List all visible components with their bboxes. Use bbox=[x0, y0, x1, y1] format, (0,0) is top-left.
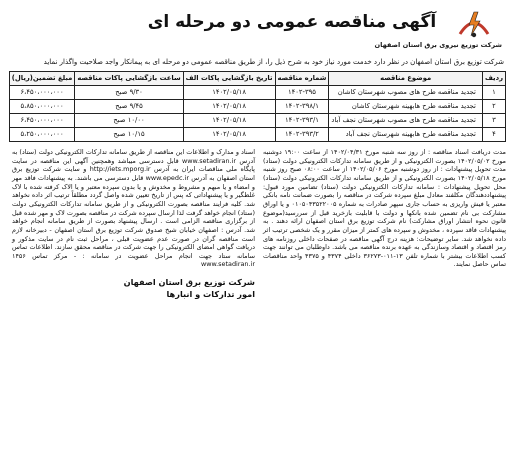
opening-time: ۹/۴۵ صبح bbox=[75, 100, 183, 114]
row-number: ۳ bbox=[482, 114, 505, 128]
tender-number: ۱۴۰۲-۳۹۳/۲ bbox=[275, 128, 329, 142]
table-row bbox=[9, 114, 505, 128]
tender-table bbox=[9, 71, 506, 142]
col-header-row-number: ردیف bbox=[482, 72, 505, 86]
table-row bbox=[9, 128, 505, 142]
row-number: ۱ bbox=[482, 86, 505, 100]
company-logo bbox=[352, 8, 502, 54]
notice-body bbox=[12, 148, 506, 448]
tender-subject: تجدید مناقصه طرح های مصوب شهرستان کاشان bbox=[329, 86, 483, 100]
col-header-opening-time: ساعت بازگشایی پاکات مناقصه bbox=[75, 72, 183, 86]
opening-date: ۱۴۰۲/۰۵/۱۸ bbox=[183, 114, 275, 128]
tender-number: ۱۴۰۲-۳۹۵ bbox=[275, 86, 329, 100]
col-header-opening-date: تاریخ بازگشایی پاکات الف bbox=[183, 72, 275, 86]
notice-header bbox=[12, 6, 506, 56]
opening-time: ۹/۳۰ صبح bbox=[75, 86, 183, 100]
notice-intro: شرکت توزیع برق استان اصفهان در نظر دارد خدمت مورد نیاز خود به شرح ذیل را، از طریق مناقصه عمومی دو مرحله ای به پیمانکار واجد صلاحیت واگذار نماید bbox=[43, 58, 504, 66]
notice-title: آگهی مناقصه عمومی دو مرحله ای bbox=[147, 12, 437, 32]
terms-left-text: اسناد و مدارک و اطلاعات این مناقصه از طریق سامانه تدارکات الکترونیکی دولت (ستاد) به آدرس www.setadiran.ir قابل دسترسی میباشد وهمچنین آگهی این مناقصه در سایت پایگاه ملی مناقصات ایران به آدرس http://iets.mporg.ir و سایت شرکت توزیع برق استان اصفهان به آدرس www.epedc.ir قابل دسترسی می باشند. به پیشنهادات فاقد مهر و امضاء و یا مبهم و مشروط و مخدوش و یا بدون سپرده معتبر و یا الاک کرفته شده با لاک غلطگیر و یا پیشنهاداتی که پس از تاریخ تعیین شده واصل گردد مطلقاً ترتیب اثر داده نخواهد شد. کلیه فرایند مناقصه بصورت الکترونیکی و از طریق سامانه تدارکات الکترونیکی دولت (ستاد) انجام خواهد گرفت لذا ارسال سپرده شرکت در مناقصه بصورت لاک و مهر شده قبل از برگزاری مناقصه الزامی است . ارسال پیشنهاد بصورت از طریق سامانه انجام خواهد شد. آدرس : اصفهان خیابان شیخ صدوق شرکت توزیع برق استان اصفهان - دبیرخانه لازم است مناقصه گران در صورت عدم عضویت قبلی ، مراحل ثبت نام در سایت مذکور و دریافت گواهی امضای الکترونیکی را جهت شرکت در مناقصه محقق سازند. اطلاعات تماس سامانه ستاد جهت انجام مراحل عضویت در سامانه : - مرکز تماس ۱۴۵۶ www.setadiran.ir bbox=[12, 148, 255, 269]
row-number: ۴ bbox=[482, 128, 505, 142]
guarantee-amount: ۶،۴۵۰،۰۰۰،۰۰۰ bbox=[9, 114, 75, 128]
company-name: شرکت توزیع نیروی برق استان اصفهان bbox=[374, 41, 502, 49]
tender-subject: تجدید مناقصه طرح هابهینه شهرستان کاشان bbox=[329, 100, 483, 114]
signature-department: امور تدارکات و انبارها bbox=[166, 288, 255, 299]
table-row bbox=[9, 86, 505, 100]
opening-date: ۱۴۰۲/۰۵/۱۸ bbox=[183, 100, 275, 114]
table-row bbox=[9, 100, 505, 114]
terms-right-text: مدت دریافت اسناد مناقصه : از روز سه شنبه مورخ ۱۴۰۲/۰۴/۳۱ از ساعت ۱۹:۰۰ دوشنبه مورخ ۱۴۰۲/۰۵/۰۲ بصورت الکترونیکی و از طریق سامانه تدارکات الکترونیکی دولت (ستاد) مدت تحویل پیشنهادات : از روز دوشنبه مورخ ۱۴۰۲/۰۵/۰۶ از ساعت ۰۸:۰۰ صبح روز شنبه مورخ ۱۴۰۲/۰۵/۱۸ بصورت الکترونیکی و از طریق سامانه تدارکات الکترونیکی دولت (ستاد) محل تحویل پیشنهادات : سامانه تدارکات الکترونیکی دولت (ستاد) تضامین مورد قبول: پیشنهاددهندگان مکلفند معادل مبلغ سپرده شرکت در مناقصه را بصورت ضمانت نامه بانکی معتبر یا فیش واریزی به حساب جاری سپهر صادرات به شماره ۰۱۰۵۰۴۳۵۲۲۰۰۵ و یا اوراق مشارکت بی نام تضمین شده بانکها و دولت با قابلیت بازخرید قبل از سررسید(موضوع قانون نحوه انتشار اوراق مشارکت) نام شرکت توزیع برق استان اصفهان ارائه دهند . به پیشنهادات فاقد سپرده ، مخدوش و سپرده های کمتر از میزان مقرر و یک شخصی ترتیب اثر داده نخواهد شد. سایر توضیحات: هزینه درج آگهی مناقصه در صفحات داخلی روزنامه های رمز اقتصاد و اقتصاد وسازندگی به عهده برنده مناقصه می باشد. داوطلبان می توانند جهت کسب اطلاعات بیشتر با شماره تلفن ۱۳-۰۱۱-۳۶۲۷۳ داخلی ۴۳۷۴ و ۴۳۷۵ واحد مناقصات تماس حاصل نمایند. bbox=[263, 148, 507, 269]
guarantee-amount: ۶،۴۵۰،۰۰۰،۰۰۰ bbox=[9, 86, 75, 100]
col-header-tender-number: شماره مناقصه bbox=[275, 72, 329, 86]
opening-time: ۱۰/۰۰ صبح bbox=[75, 114, 183, 128]
opening-time: ۱۰/۱۵ صبح bbox=[75, 128, 183, 142]
guarantee-amount: ۵،۸۵۰،۰۰۰،۰۰۰ bbox=[9, 100, 75, 114]
row-number: ۲ bbox=[482, 100, 505, 114]
left-column bbox=[12, 148, 255, 448]
signature-company: شرکت توزیع برق استان اصفهان bbox=[123, 277, 255, 288]
signature-block bbox=[12, 277, 255, 300]
power-company-logo-icon bbox=[456, 8, 492, 40]
col-header-guarantee-amount: مبلغ تضمین(ریال) bbox=[9, 72, 75, 86]
tender-number: ۱۴۰۲-۳۹۳/۱ bbox=[275, 114, 329, 128]
tender-subject: تجدید مناقصه طرح هابهینه شهرستان نجف آباد bbox=[329, 128, 483, 142]
right-column bbox=[263, 148, 506, 448]
opening-date: ۱۴۰۲/۰۵/۱۸ bbox=[183, 86, 275, 100]
guarantee-amount: ۵،۲۵۰،۰۰۰،۰۰۰ bbox=[9, 128, 75, 142]
tender-number: ۱۴۰۲-۳۹۸/۱ bbox=[275, 100, 329, 114]
opening-date: ۱۴۰۲/۰۵/۱۸ bbox=[183, 128, 275, 142]
table-header-row bbox=[9, 72, 505, 86]
col-header-subject: موضوع مناقصه bbox=[329, 72, 483, 86]
tender-subject: تجدید مناقصه طرح های مصوب شهرستان نجف آباد bbox=[329, 114, 483, 128]
